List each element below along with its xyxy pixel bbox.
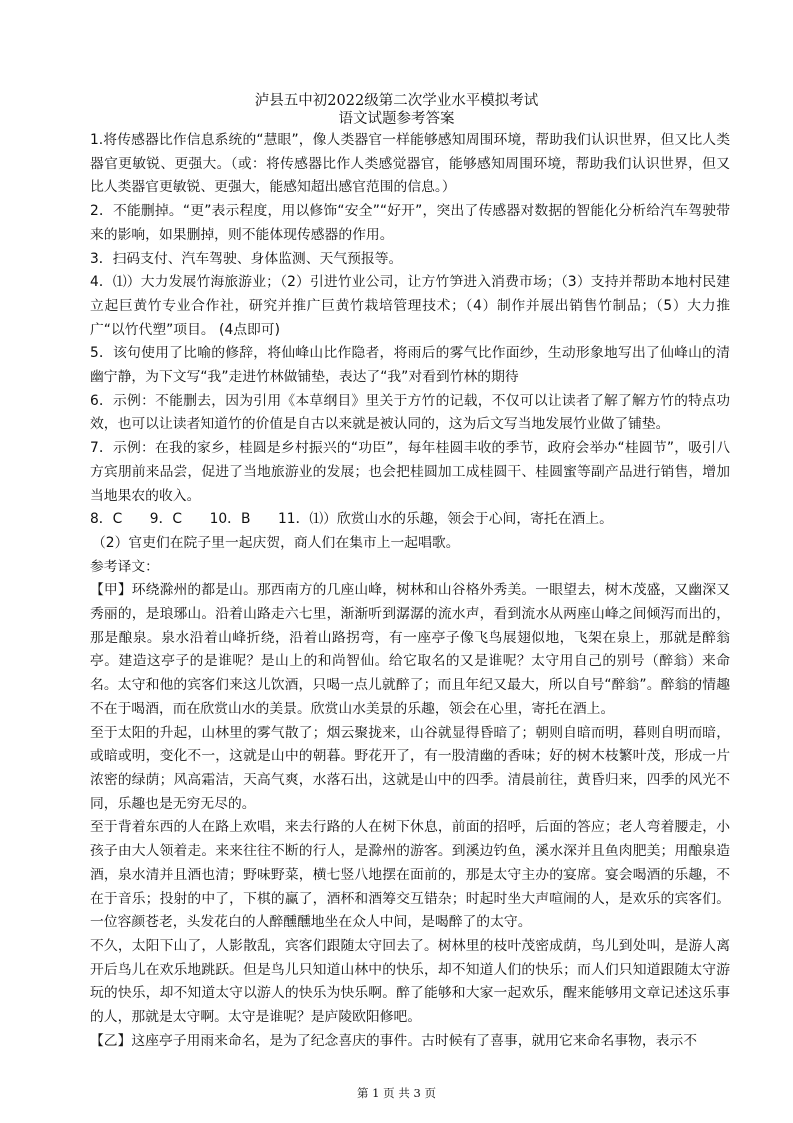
translation-jia-paragraph-1: 【甲】环绕滁州的都是山。那西南方的几座山峰，树林和山谷格外秀美。一眼望去，树木茂盛，又幽深又秀丽的，是琅琊山。沿着山路走六七里，渐渐听到潺潺的流水声，看到流水从两座山峰之间倾泻而出的，那是酿泉。泉水沿着山峰折绕，沿着山路拐弯，有一座亭子像飞鸟展翅似地，飞架在泉上，那就是醉翁亭。建造这亭子的是谁呢？是山上的和尚智仙。给它取名的又是谁呢？太守用自己的别号（醉翁）来命名。太守和他的宾客们来这儿饮酒，只喝一点儿就醉了；而且年纪又最大，所以自号“醉翁”。醉翁的情趣不在于喝酒，而在欣赏山水的美景。欣赏山水美景的乐趣，领会在心里，寄托在酒上。 — [90, 582, 730, 717]
answer-3: 3．扫码支付、汽车驾驶、身体监测、天气预报等。 — [90, 250, 403, 267]
translation-yi-paragraph-1: 【乙】这座亭子用雨来命名，是为了纪念喜庆的事件。古时候有了喜事，就用它来命名事物，表示不 — [90, 1032, 698, 1049]
answer-6: 6．示例：不能删去，因为引用《本草纲目》里关于方竹的记载，不仅可以让读者了解了解方竹的特点功效，也可以让读者知道竹的价值是自古以来就是被认同的，这为后文写当地发展竹业做了铺垫。 — [90, 392, 730, 433]
answer-4: 4．⑴）大力发展竹海旅游业；（2）引进竹业公司，让方竹笋进入消费市场；（3）支持并帮助本地村民建立起巨黄竹专业合作社，研究并推广巨黄竹栽培管理技术；（4）制作并展出销售竹制品；（5）大力推广“以竹代塑”项目。 (4点即可) — [90, 274, 730, 338]
answer-5: 5．该句使用了比喻的修辞，将仙峰山比作隐者，将雨后的雾气比作面纱，生动形象地写出了仙峰山的清幽宁静，为下文写“我”走进竹林做铺垫，表达了“我”对看到竹林的期待 — [90, 345, 730, 386]
translation-jia-paragraph-3: 至于背着东西的人在路上欢唱，来去行路的人在树下休息，前面的招呼，后面的答应；老人弯着腰走，小孩子由大人领着走。来来往往不断的行人，是滁州的游客。到溪边钓鱼，溪水深并且鱼肉肥美；用酿泉造酒，泉水清并且酒也清；野味野菜，横七竖八地摆在面前的，那是太守主办的宴席。宴会喝酒的乐趣，不在于音乐；投射的中了，下棋的赢了，酒杯和酒筹交互错杂；时起时坐大声喧闹的人，是欢乐的宾客们。一位容颜苍老，头发花白的人醉醺醺地坐在众人中间，是喝醉了的太守。 — [90, 819, 730, 931]
translation-jia-paragraph-2: 至于太阳的升起，山林里的雾气散了；烟云聚拢来，山谷就显得昏暗了；朝则自暗而明，暮则自明而暗，或暗或明，变化不一，这就是山中的朝暮。野花开了，有一股清幽的香味；好的树木枝繁叶茂，形成一片浓密的绿荫；风高霜洁，天高气爽，水落石出，这就是山中的四季。清晨前往，黄昏归来，四季的风光不同，乐趣也是无穷无尽的。 — [90, 724, 730, 812]
answer-1: 1.将传感器比作信息系统的“慧眼”，像人类器官一样能够感知周围环境，帮助我们认识世界，但又比人类器官更敏锐、更强大。（或：将传感器比作人类感觉器官，能够感知周围环境，帮助我们认识世界，但又比人类器官更敏锐、更强大，能感知超出感官范围的信息。） — [90, 132, 730, 196]
page-number: 第 1 页 共 3 页 — [357, 1086, 436, 1100]
answers-8-11: 8．C 9．C 10．B 11．⑴）欣赏山水的乐趣，领会于心间，寄托在酒上。 — [90, 511, 613, 528]
answer-2: 2．不能删掉。“更”表示程度，用以修饰“安全”“好开”，突出了传感器对数据的智能化分析给汽车驾驶带来的影响，如果删掉，则不能体现传感器的作用。 — [90, 203, 730, 243]
document-title: 泸县五中初2022级第二次学业水平模拟考试 — [254, 93, 539, 109]
answer-7: 7．示例：在我的家乡，桂圆是乡村振兴的“功臣”，每年桂圆丰收的季节，政府会举办“桂圆节”，吸引八方宾朋前来品尝，促进了当地旅游业的发展；也会把桂圆加工成桂圆干、桂圆蜜等副产品进行销售，增加当地果农的收入。 — [90, 440, 730, 504]
translation-heading: 参考译文： — [90, 558, 159, 575]
answer-body — [90, 129, 730, 1053]
document-subtitle: 语文试题参考答案 — [338, 111, 455, 127]
translation-jia-paragraph-4: 不久，太阳下山了，人影散乱，宾客们跟随太守回去了。树林里的枝叶茂密成荫，鸟儿到处叫，是游人离开后鸟儿在欢乐地跳跃。但是鸟儿只知道山林中的快乐，却不知道人们的快乐；而人们只知道跟随太守游玩的快乐，却不知道太守以游人的快乐为快乐啊。醉了能够和大家一起欢乐，醒来能够用文章记述这乐事的人，那就是太守啊。太守是谁呢？是庐陵欧阳修吧。 — [90, 937, 730, 1026]
answer-11-part-2: （2）官吏们在院子里一起庆贺，商人们在集市上一起唱歌。 — [92, 534, 460, 551]
